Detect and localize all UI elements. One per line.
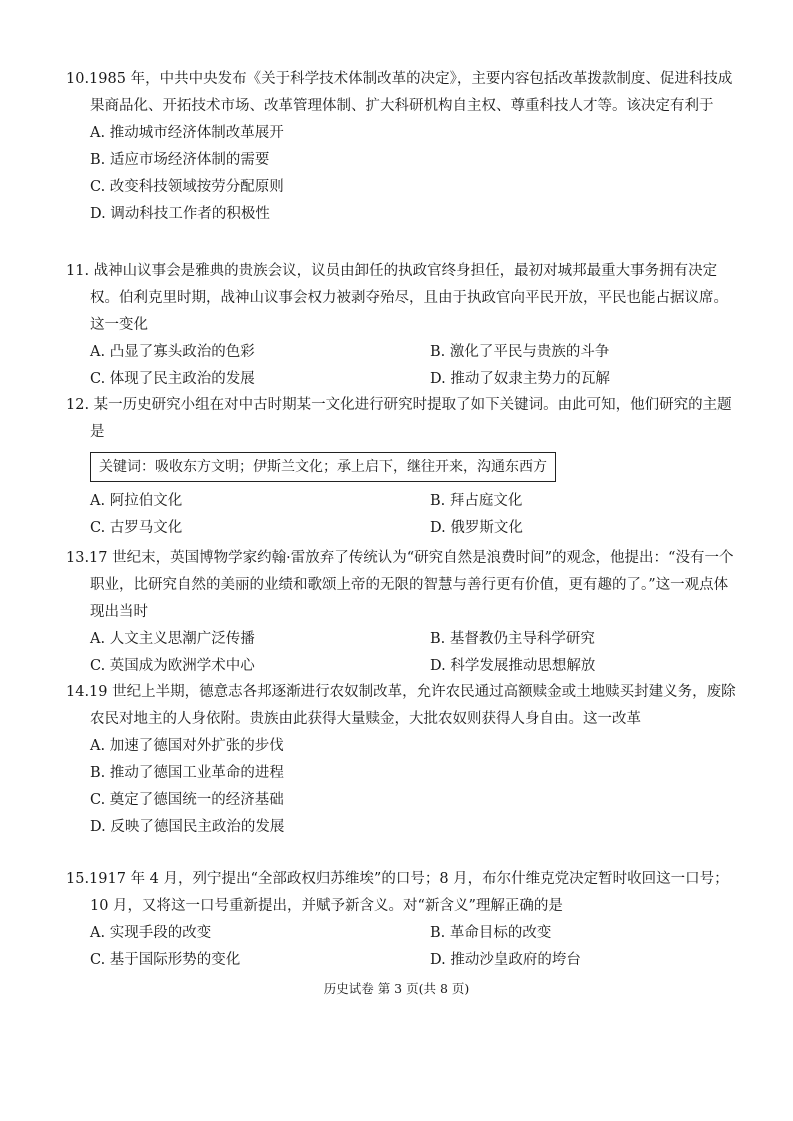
- options-grid: [66, 488, 736, 542]
- options-list: [66, 120, 736, 228]
- question-13: [66, 545, 736, 680]
- option-c: C. 基于国际形势的变化: [90, 952, 241, 968]
- option-c: C. 英国成为欧洲学术中心: [90, 658, 255, 674]
- option-c: C. 古罗马文化: [90, 520, 183, 536]
- question-stem: 13.17 世纪末，英国博物学家约翰·雷放弃了传统认为“研究自然是浪费时间”的观念，他提出：“没有一个职业，比研究自然的美丽的业绩和歌颂上帝的无限的智慧与善行更有价值，更有趣的了。”这一观点体现出当时: [66, 550, 734, 620]
- question-stem: 12. 某一历史研究小组在对中古时期某一文化进行研究时提取了如下关键词。由此可知，他们研究的主题是: [66, 397, 732, 440]
- page-footer: 历史试卷 第 3 页(共 8 页): [323, 981, 470, 996]
- option-b: B. 适应市场经济体制的需要: [90, 152, 270, 168]
- question-stem: 11. 战神山议事会是雅典的贵族会议，议员由卸任的执政官终身担任，最初对城邦最重大事务拥有决定权。伯利克里时期，战神山议事会权力被剥夺殆尽，且由于执政官向平民开放，平民也能占据议席。这一变化: [66, 263, 728, 333]
- question-10: [66, 66, 736, 228]
- keyword-box: 关键词：吸收东方文明；伊斯兰文化；承上启下，继往开来，沟通东西方: [90, 452, 556, 482]
- option-b: B. 基督教仍主导科学研究: [430, 631, 595, 647]
- question-15: [66, 866, 736, 974]
- question-11: [66, 258, 736, 393]
- option-b: B. 拜占庭文化: [430, 493, 523, 509]
- option-a: A. 凸显了寡头政治的色彩: [90, 344, 255, 360]
- option-a: A. 人文主义思潮广泛传播: [90, 631, 255, 647]
- option-c: C. 奠定了德国统一的经济基础: [90, 792, 284, 808]
- option-d: D. 反映了德国民主政治的发展: [90, 819, 285, 835]
- option-c: C. 改变科技领域按劳分配原则: [90, 179, 284, 195]
- options-list: [66, 733, 736, 841]
- option-a: A. 实现手段的改变: [90, 925, 212, 941]
- question-12: [66, 392, 736, 542]
- question-14: [66, 679, 736, 841]
- option-c: C. 体现了民主政治的发展: [90, 371, 255, 387]
- option-a: A. 推动城市经济体制改革展开: [90, 125, 284, 141]
- option-d: D. 调动科技工作者的积极性: [90, 206, 270, 222]
- options-grid: [66, 339, 736, 393]
- option-a: A. 加速了德国对外扩张的步伐: [90, 738, 284, 754]
- option-d: D. 推动了奴隶主势力的瓦解: [430, 371, 610, 387]
- options-grid: [66, 626, 736, 680]
- option-d: D. 俄罗斯文化: [430, 520, 523, 536]
- option-b: B. 激化了平民与贵族的斗争: [430, 344, 610, 360]
- question-stem: 10.1985 年，中共中央发布《关于科学技术体制改革的决定》，主要内容包括改革拨款制度、促进科技成果商品化、开拓技术市场、改革管理体制、扩大科研机构自主权、尊重科技人才等。该决定有利于: [66, 71, 733, 114]
- option-a: A. 阿拉伯文化: [90, 493, 183, 509]
- option-d: D. 科学发展推动思想解放: [430, 658, 596, 674]
- question-stem: 15.1917 年 4 月，列宁提出“全部政权归苏维埃”的口号；8 月，布尔什维克党决定暂时收回这一口号；10 月，又将这一口号重新提出，并赋予新含义。对“新含义”理解正确的是: [66, 871, 729, 914]
- options-grid: [66, 920, 736, 974]
- question-stem: 14.19 世纪上半期，德意志各邦逐渐进行农奴制改革，允许农民通过高额赎金或土地赎买封建义务，废除农民对地主的人身依附。贵族由此获得大量赎金，大批农奴则获得人身自由。这一改革: [66, 684, 736, 727]
- option-d: D. 推动沙皇政府的垮台: [430, 952, 581, 968]
- option-b: B. 推动了德国工业革命的进程: [90, 765, 284, 781]
- option-b: B. 革命目标的改变: [430, 925, 552, 941]
